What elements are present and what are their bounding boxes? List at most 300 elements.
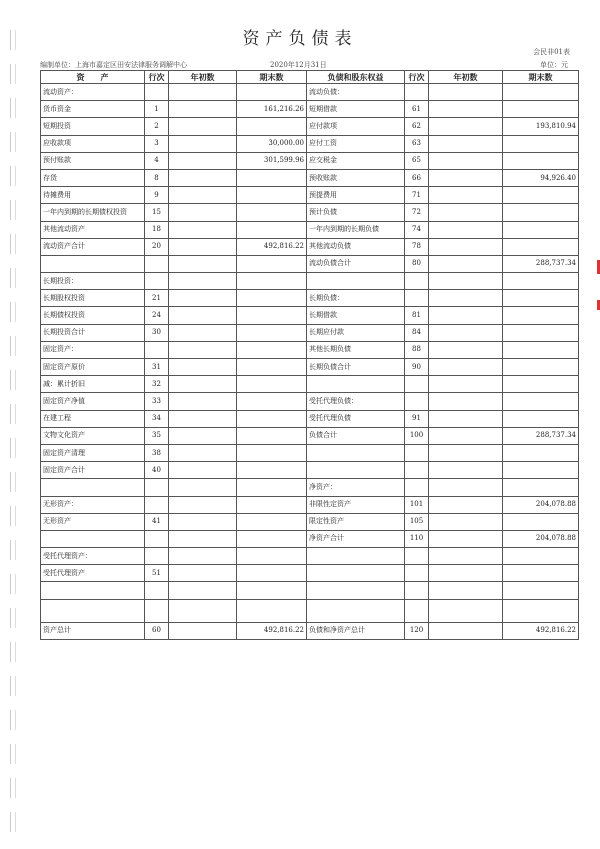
table-row xyxy=(41,169,579,186)
liability-item xyxy=(307,548,405,565)
table-row xyxy=(41,622,579,639)
liability-closing xyxy=(503,341,579,358)
col-header-opening: 年初数 xyxy=(169,71,237,84)
liability-item: 非限性定资产 xyxy=(307,496,405,513)
liability-line: 88 xyxy=(405,341,429,358)
liability-opening xyxy=(429,444,503,461)
asset-line: 33 xyxy=(145,393,169,410)
binding-hole xyxy=(10,370,16,390)
asset-opening xyxy=(169,187,237,204)
asset-closing xyxy=(237,393,307,410)
liability-line: 81 xyxy=(405,307,429,324)
liability-item: 负债合计 xyxy=(307,427,405,444)
liability-opening xyxy=(429,118,503,135)
asset-opening xyxy=(169,582,237,599)
asset-closing xyxy=(237,565,307,582)
asset-opening xyxy=(169,273,237,290)
liability-item: 一年内到期的长期负债 xyxy=(307,221,405,238)
asset-item: 固定资产净值 xyxy=(41,393,145,410)
liability-line: 90 xyxy=(405,359,429,376)
asset-item xyxy=(41,255,145,272)
asset-closing xyxy=(237,410,307,427)
liability-opening xyxy=(429,273,503,290)
liability-opening xyxy=(429,255,503,272)
asset-closing xyxy=(237,290,307,307)
asset-item: 长期投资合计 xyxy=(41,324,145,341)
asset-item xyxy=(41,530,145,547)
asset-opening xyxy=(169,221,237,238)
asset-line: 24 xyxy=(145,307,169,324)
liability-closing xyxy=(503,273,579,290)
binding-hole xyxy=(10,234,16,254)
liability-opening xyxy=(429,101,503,118)
binding-hole xyxy=(10,336,16,356)
liability-item: 预提费用 xyxy=(307,187,405,204)
asset-item: 固定资产合计 xyxy=(41,462,145,479)
table-header-row xyxy=(41,71,579,84)
table-row xyxy=(41,565,579,582)
asset-closing: 30,000.00 xyxy=(237,135,307,152)
table-row xyxy=(41,462,579,479)
liability-line: 72 xyxy=(405,204,429,221)
liability-opening xyxy=(429,238,503,255)
asset-line: 2 xyxy=(145,118,169,135)
liability-opening xyxy=(429,152,503,169)
liability-item: 受托代理负债： xyxy=(307,393,405,410)
table-row xyxy=(41,530,579,547)
asset-line: 1 xyxy=(145,101,169,118)
liability-closing xyxy=(503,513,579,530)
asset-item xyxy=(41,599,145,622)
liability-closing: 288,737.34 xyxy=(503,427,579,444)
asset-opening xyxy=(169,496,237,513)
liability-closing xyxy=(503,565,579,582)
table-row xyxy=(41,582,579,599)
asset-closing xyxy=(237,204,307,221)
asset-closing xyxy=(237,462,307,479)
liability-opening xyxy=(429,462,503,479)
asset-closing xyxy=(237,221,307,238)
table-row xyxy=(41,221,579,238)
liability-item xyxy=(307,599,405,622)
col-header-line: 行次 xyxy=(145,71,169,84)
asset-opening xyxy=(169,84,237,101)
balance-sheet-table xyxy=(40,70,579,640)
binding-hole xyxy=(10,812,16,832)
asset-line xyxy=(145,599,169,622)
asset-opening xyxy=(169,444,237,461)
liability-line xyxy=(405,84,429,101)
asset-opening xyxy=(169,152,237,169)
col-header-assets: 资 产 xyxy=(41,71,145,84)
asset-opening xyxy=(169,622,237,639)
asset-opening xyxy=(169,238,237,255)
asset-opening xyxy=(169,169,237,186)
table-row xyxy=(41,479,579,496)
asset-item: 存货 xyxy=(41,169,145,186)
liability-line xyxy=(405,273,429,290)
binding-hole xyxy=(10,744,16,764)
liability-closing xyxy=(503,307,579,324)
asset-item: 流动资产合计 xyxy=(41,238,145,255)
asset-closing xyxy=(237,359,307,376)
col-header-closing: 期末数 xyxy=(237,71,307,84)
liability-item: 预收账款 xyxy=(307,169,405,186)
asset-item: 无形资产： xyxy=(41,496,145,513)
asset-closing xyxy=(237,548,307,565)
liability-opening xyxy=(429,359,503,376)
liability-closing xyxy=(503,152,579,169)
liability-item: 流动负债： xyxy=(307,84,405,101)
liability-closing xyxy=(503,84,579,101)
liability-closing: 193,810.94 xyxy=(503,118,579,135)
asset-line: 41 xyxy=(145,513,169,530)
liability-line xyxy=(405,290,429,307)
asset-opening xyxy=(169,135,237,152)
asset-item: 固定资产： xyxy=(41,341,145,358)
binding-hole xyxy=(10,302,16,322)
liability-opening xyxy=(429,135,503,152)
asset-line: 8 xyxy=(145,169,169,186)
asset-opening xyxy=(169,204,237,221)
asset-item: 资产总计 xyxy=(41,622,145,639)
asset-item: 短期投资 xyxy=(41,118,145,135)
table-row xyxy=(41,393,579,410)
table-row xyxy=(41,273,579,290)
asset-line: 60 xyxy=(145,622,169,639)
liability-opening xyxy=(429,187,503,204)
asset-item: 减：累计折旧 xyxy=(41,376,145,393)
liability-closing: 288,737.34 xyxy=(503,255,579,272)
asset-closing: 492,816.22 xyxy=(237,238,307,255)
asset-line: 20 xyxy=(145,238,169,255)
asset-line: 4 xyxy=(145,152,169,169)
asset-closing xyxy=(237,479,307,496)
asset-closing: 301,599.96 xyxy=(237,152,307,169)
asset-line xyxy=(145,530,169,547)
asset-closing xyxy=(237,307,307,324)
liability-item: 短期借款 xyxy=(307,101,405,118)
table-row xyxy=(41,324,579,341)
liability-line: 62 xyxy=(405,118,429,135)
asset-line: 18 xyxy=(145,221,169,238)
asset-opening xyxy=(169,530,237,547)
asset-opening xyxy=(169,599,237,622)
liability-closing xyxy=(503,582,579,599)
liability-opening xyxy=(429,204,503,221)
binding-hole xyxy=(10,472,16,492)
liability-opening xyxy=(429,599,503,622)
liability-closing xyxy=(503,101,579,118)
table-row xyxy=(41,341,579,358)
asset-line xyxy=(145,255,169,272)
liability-opening xyxy=(429,622,503,639)
liability-closing xyxy=(503,599,579,622)
liability-opening xyxy=(429,427,503,444)
binding-hole xyxy=(10,506,16,526)
table-row xyxy=(41,204,579,221)
asset-item: 无形资产 xyxy=(41,513,145,530)
liability-line xyxy=(405,479,429,496)
liability-item: 净资产合计 xyxy=(307,530,405,547)
liability-opening xyxy=(429,513,503,530)
liability-item: 净资产： xyxy=(307,479,405,496)
liability-item xyxy=(307,273,405,290)
liability-item: 应交税金 xyxy=(307,152,405,169)
asset-opening xyxy=(169,513,237,530)
asset-item: 固定资产清理 xyxy=(41,444,145,461)
liability-line xyxy=(405,376,429,393)
liability-line: 100 xyxy=(405,427,429,444)
asset-line: 51 xyxy=(145,565,169,582)
binding-hole xyxy=(10,268,16,288)
liability-item: 应付工资 xyxy=(307,135,405,152)
table-row xyxy=(41,496,579,513)
reporting-entity: 编制单位：上海市嘉定区田安法律服务调解中心 xyxy=(40,61,187,69)
asset-closing xyxy=(237,341,307,358)
liability-line: 78 xyxy=(405,238,429,255)
liability-opening xyxy=(429,496,503,513)
liability-line: 101 xyxy=(405,496,429,513)
liability-closing: 94,926.40 xyxy=(503,169,579,186)
liability-line: 105 xyxy=(405,513,429,530)
liability-line xyxy=(405,444,429,461)
asset-line xyxy=(145,582,169,599)
asset-closing xyxy=(237,513,307,530)
liability-closing xyxy=(503,479,579,496)
form-number: 会民非01表 xyxy=(533,48,570,56)
asset-closing xyxy=(237,187,307,204)
asset-opening xyxy=(169,290,237,307)
liability-closing xyxy=(503,290,579,307)
asset-item: 流动资产： xyxy=(41,84,145,101)
col-header-liabilities: 负债和股东权益 xyxy=(307,71,405,84)
liability-line: 71 xyxy=(405,187,429,204)
table-row xyxy=(41,376,579,393)
liability-item: 预计负债 xyxy=(307,204,405,221)
binding-hole xyxy=(10,710,16,730)
asset-line: 30 xyxy=(145,324,169,341)
asset-opening xyxy=(169,410,237,427)
binding-hole xyxy=(10,98,16,118)
liability-opening xyxy=(429,376,503,393)
liability-opening xyxy=(429,393,503,410)
liability-item xyxy=(307,444,405,461)
table-row xyxy=(41,255,579,272)
liability-closing xyxy=(503,221,579,238)
asset-closing xyxy=(237,444,307,461)
liability-line xyxy=(405,565,429,582)
asset-line xyxy=(145,273,169,290)
report-date: 2020年12月31日 xyxy=(270,61,327,69)
asset-opening xyxy=(169,376,237,393)
page-title: 资产负债表 xyxy=(242,29,358,49)
asset-item: 货币资金 xyxy=(41,101,145,118)
liability-line xyxy=(405,462,429,479)
liability-closing xyxy=(503,324,579,341)
asset-closing xyxy=(237,376,307,393)
liability-item: 长期应付款 xyxy=(307,324,405,341)
liability-closing xyxy=(503,187,579,204)
asset-item: 应收款项 xyxy=(41,135,145,152)
table-row xyxy=(41,135,579,152)
binding-hole xyxy=(10,438,16,458)
binding-hole xyxy=(10,778,16,798)
asset-item: 受托代理资产 xyxy=(41,565,145,582)
liability-line: 120 xyxy=(405,622,429,639)
liability-line: 65 xyxy=(405,152,429,169)
liability-item xyxy=(307,565,405,582)
asset-line: 35 xyxy=(145,427,169,444)
liability-closing xyxy=(503,359,579,376)
asset-line xyxy=(145,548,169,565)
asset-line: 34 xyxy=(145,410,169,427)
asset-opening xyxy=(169,118,237,135)
asset-item: 其他流动资产 xyxy=(41,221,145,238)
table-row xyxy=(41,307,579,324)
liability-closing xyxy=(503,393,579,410)
liability-line: 61 xyxy=(405,101,429,118)
asset-closing: 161,216.26 xyxy=(237,101,307,118)
table-row xyxy=(41,444,579,461)
liability-closing xyxy=(503,135,579,152)
liability-item: 受托代理负债 xyxy=(307,410,405,427)
liability-item: 长期负债： xyxy=(307,290,405,307)
asset-item: 待摊费用 xyxy=(41,187,145,204)
liability-closing xyxy=(503,410,579,427)
asset-opening xyxy=(169,479,237,496)
liability-line: 84 xyxy=(405,324,429,341)
liability-item: 流动负债合计 xyxy=(307,255,405,272)
asset-closing xyxy=(237,84,307,101)
liability-item: 其他长期负债 xyxy=(307,341,405,358)
asset-opening xyxy=(169,393,237,410)
liability-line xyxy=(405,393,429,410)
liability-line xyxy=(405,582,429,599)
binding-hole xyxy=(10,676,16,696)
asset-item: 文物文化资产 xyxy=(41,427,145,444)
binding-hole xyxy=(10,132,16,152)
col-header-closing-2: 期末数 xyxy=(503,71,579,84)
asset-closing xyxy=(237,530,307,547)
liability-line: 66 xyxy=(405,169,429,186)
asset-closing xyxy=(237,496,307,513)
binding-hole xyxy=(10,166,16,186)
asset-line: 38 xyxy=(145,444,169,461)
liability-line xyxy=(405,599,429,622)
table-row xyxy=(41,101,579,118)
liability-item: 长期借款 xyxy=(307,307,405,324)
table-row xyxy=(41,410,579,427)
asset-opening xyxy=(169,565,237,582)
binding-hole xyxy=(10,404,16,424)
asset-line: 32 xyxy=(145,376,169,393)
liability-line: 74 xyxy=(405,221,429,238)
liability-opening xyxy=(429,84,503,101)
liability-opening xyxy=(429,169,503,186)
liability-closing: 492,816.22 xyxy=(503,622,579,639)
currency-unit: 单位：元 xyxy=(540,61,568,69)
table-row xyxy=(41,290,579,307)
asset-opening xyxy=(169,255,237,272)
asset-line: 9 xyxy=(145,187,169,204)
asset-line: 15 xyxy=(145,204,169,221)
table-row xyxy=(41,84,579,101)
liability-item: 长期负债合计 xyxy=(307,359,405,376)
asset-item: 长期债权投资 xyxy=(41,307,145,324)
liability-opening xyxy=(429,582,503,599)
asset-closing xyxy=(237,427,307,444)
liability-opening xyxy=(429,410,503,427)
liability-closing xyxy=(503,238,579,255)
asset-item: 长期股权投资 xyxy=(41,290,145,307)
table-row xyxy=(41,599,579,622)
liability-item: 负债和净资产总计 xyxy=(307,622,405,639)
binding-hole xyxy=(10,642,16,662)
asset-item: 一年内到期的长期债权投资 xyxy=(41,204,145,221)
binding-hole xyxy=(10,608,16,628)
col-header-opening-2: 年初数 xyxy=(429,71,503,84)
asset-opening xyxy=(169,341,237,358)
table-row xyxy=(41,513,579,530)
asset-item: 预付账款 xyxy=(41,152,145,169)
liability-closing: 204,078.88 xyxy=(503,496,579,513)
asset-closing xyxy=(237,255,307,272)
liability-closing: 204,078.88 xyxy=(503,530,579,547)
liability-item: 限定性资产 xyxy=(307,513,405,530)
liability-item xyxy=(307,376,405,393)
asset-closing xyxy=(237,582,307,599)
table-row xyxy=(41,152,579,169)
liability-closing xyxy=(503,548,579,565)
asset-opening xyxy=(169,427,237,444)
table-row xyxy=(41,238,579,255)
asset-line: 21 xyxy=(145,290,169,307)
binding-hole xyxy=(10,574,16,594)
liability-opening xyxy=(429,548,503,565)
asset-opening xyxy=(169,307,237,324)
asset-opening xyxy=(169,462,237,479)
liability-item xyxy=(307,582,405,599)
asset-item xyxy=(41,479,145,496)
liability-line xyxy=(405,548,429,565)
liability-line: 110 xyxy=(405,530,429,547)
table-row xyxy=(41,427,579,444)
liability-opening xyxy=(429,324,503,341)
asset-line xyxy=(145,479,169,496)
liability-line: 63 xyxy=(405,135,429,152)
binding-hole xyxy=(10,64,16,84)
liability-opening xyxy=(429,290,503,307)
liability-opening xyxy=(429,530,503,547)
liability-item: 其他流动负债 xyxy=(307,238,405,255)
asset-line xyxy=(145,496,169,513)
asset-line xyxy=(145,341,169,358)
asset-line: 3 xyxy=(145,135,169,152)
asset-opening xyxy=(169,324,237,341)
liability-line: 91 xyxy=(405,410,429,427)
binding-hole xyxy=(10,200,16,220)
asset-line: 40 xyxy=(145,462,169,479)
asset-line: 31 xyxy=(145,359,169,376)
liability-opening xyxy=(429,341,503,358)
liability-closing xyxy=(503,376,579,393)
table-row xyxy=(41,548,579,565)
binding-hole xyxy=(10,540,16,560)
liability-line: 80 xyxy=(405,255,429,272)
asset-closing xyxy=(237,169,307,186)
liability-item: 应付款项 xyxy=(307,118,405,135)
